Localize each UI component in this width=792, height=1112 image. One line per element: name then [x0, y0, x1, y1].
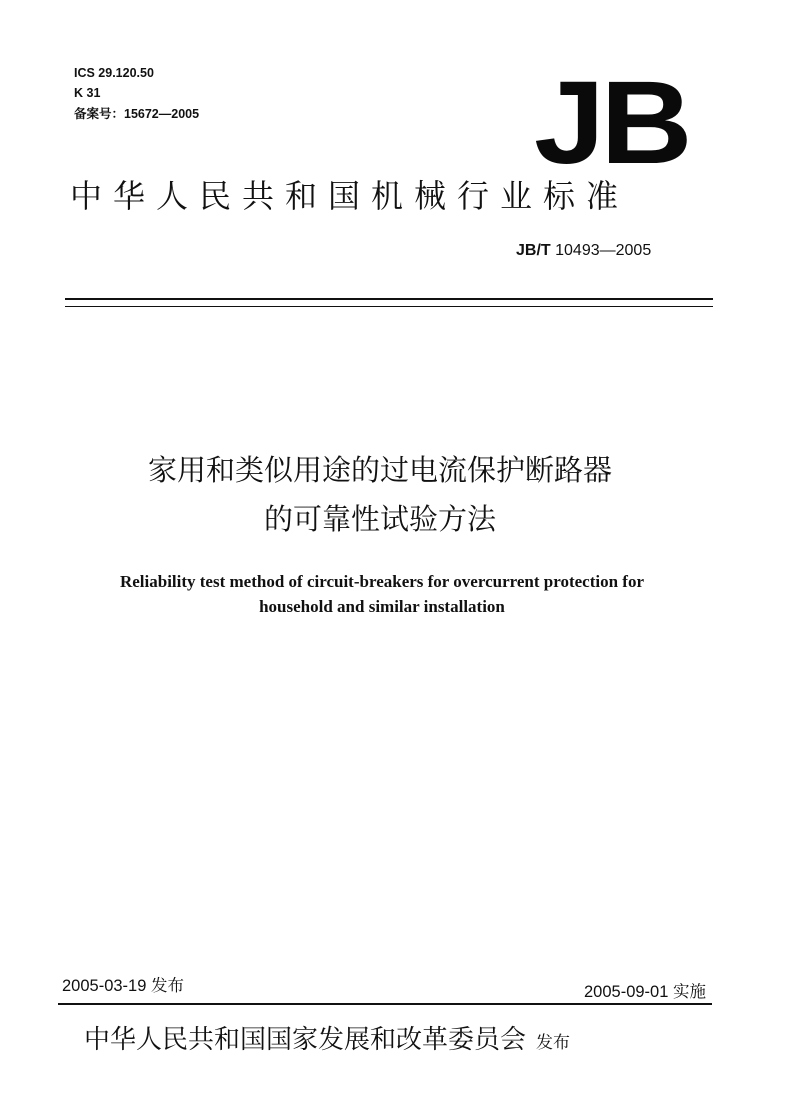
publisher	[84, 1027, 570, 1053]
classification-code: K 31	[74, 86, 101, 100]
top-rule-thin	[65, 306, 713, 307]
record-number: 备案号：15672—2005	[74, 107, 200, 121]
issue-date: 2005-03-19 发布	[62, 977, 184, 995]
top-rule	[65, 298, 713, 300]
ics-code: ICS 29.120.50	[74, 66, 154, 80]
title-en-line1: Reliability test method of circuit-breakers for overcurrent protection for	[119, 572, 645, 591]
title-cn-line1: 家用和类似用途的过电流保护断路器	[147, 453, 612, 487]
jb-logo: JB	[534, 57, 689, 189]
implementation-date: 2005-09-01 实施	[584, 983, 706, 1001]
publisher-suffix: 发布	[536, 1033, 571, 1053]
title-cn-line2: 的可靠性试验方法	[263, 502, 496, 536]
title-en-line2: household and similar installation	[259, 597, 505, 616]
publisher-name: 中华人民共和国国家发展和改革委员会	[84, 1025, 527, 1055]
standard-number	[516, 243, 651, 259]
organization-title: 中华人民共和国机械行业标准	[70, 177, 630, 215]
standard-number-value: 10493—2005	[555, 242, 652, 259]
bottom-rule	[58, 1003, 712, 1005]
standard-number-prefix: JB/T	[516, 242, 551, 259]
